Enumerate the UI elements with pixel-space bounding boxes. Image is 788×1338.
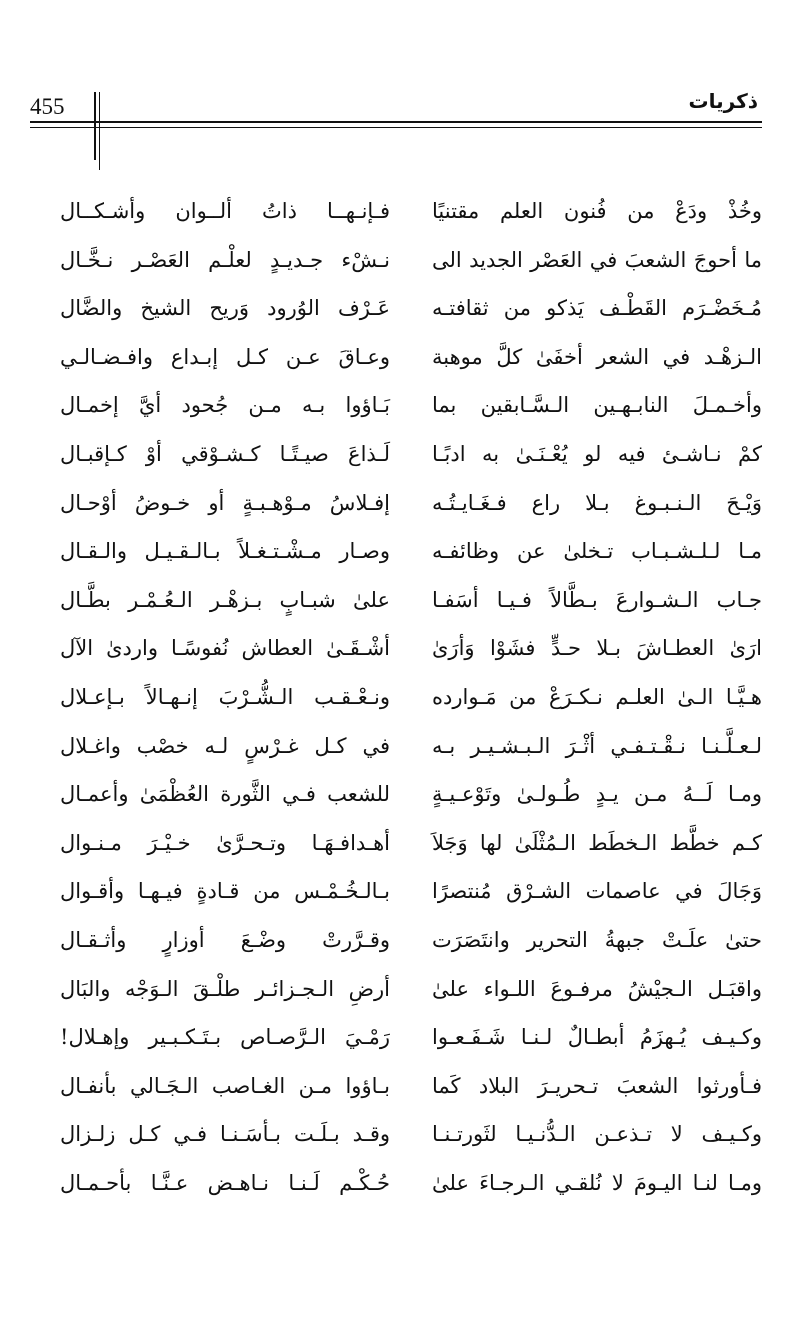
verse-second-hemistich: ونـعْـقـب الـشُّـرْبَ إنـهـالاً بـإعـلال xyxy=(60,685,390,709)
verse-line xyxy=(0,1111,788,1157)
verse-first-hemistich: ارَىٰ العطـاشَ بـلا حـدٍّ فشَوْا وَأرَىٰ xyxy=(432,636,762,661)
verse-first-hemistich: ومـا لَــهُ مـن يـدٍ طُـولـىٰ وتَوْعـيـةٍ xyxy=(432,782,762,807)
verse-line xyxy=(0,528,788,574)
header-vertical-bar-thin xyxy=(99,92,100,170)
verse-line xyxy=(0,674,788,720)
verse-line xyxy=(0,1160,788,1206)
verse-line xyxy=(0,237,788,283)
verse-first-hemistich: كـم خطَّط الـخطَط الـمُثْلَىٰ لها وَجَلاَ xyxy=(432,830,762,855)
verse-second-hemistich: علىٰ شبـابٍ بـزهْـر الـعُـمْـر بطَّـال xyxy=(60,587,390,612)
verse-second-hemistich: عَـرْف الوُرود وَريح الشيخ والضَّال xyxy=(60,296,390,321)
verse-line xyxy=(0,431,788,477)
verse-first-hemistich: وأخـمـلَ النابـهـين الـسَّـابقين بما xyxy=(432,393,762,418)
verse-second-hemistich: وقـد بـلَـت بـأسَـنـا فـي كـل زلـزال xyxy=(60,1122,390,1147)
verse-first-hemistich: فـأورثوا الشعبَ تـحريـرَ البلاد كَما xyxy=(432,1073,762,1098)
verse-first-hemistich: مـا لـلـشـبـاب تـخلىٰ عن وظائفـه xyxy=(432,539,762,564)
verse-second-hemistich: أرضِ الـجـزائـر طلْـقَ الـوَجْه والبَال xyxy=(60,976,390,1001)
verse-line xyxy=(0,480,788,526)
verse-line xyxy=(0,382,788,428)
verse-second-hemistich: أهـدافـهَـا وتـحـرَّىٰ خـيْـرَ مـنـوال xyxy=(60,830,390,855)
header-vertical-bar xyxy=(94,92,96,160)
verse-first-hemistich: مُـخَضْـرَم القَطْـف يَذكو من ثقافتـه xyxy=(432,296,762,321)
verse-second-hemistich: للشعب فـي الثَّورة العُظْمَىٰ وأعمـال xyxy=(60,782,390,807)
verse-first-hemistich: الـزهْـد في الشعر أخفَىٰ كلَّ موهبة xyxy=(432,344,762,369)
verse-second-hemistich: إفـلاسُ مـوْهـبـةٍ أو خـوضُ أوْحـال xyxy=(60,490,390,515)
verse-second-hemistich: وصـار مـشْـتـغـلاً بـالـقـيـل والـقـال xyxy=(60,539,390,564)
verse-line xyxy=(0,820,788,866)
verse-second-hemistich: لَـذاعَ صيـتًـا كـشـوْقي أوْ كـإقبـال xyxy=(60,442,390,466)
verse-first-hemistich: وَجَالَ في عاصمات الشـرْق مُنتصرًا xyxy=(432,879,762,904)
verse-line xyxy=(0,966,788,1012)
verse-first-hemistich: جـاب الـشـوارعَ بـطَّالاً فـيـا أسَفـا xyxy=(432,587,762,612)
verse-first-hemistich: ما أحوجَ الشعبَ في العَصْر الجديد الى xyxy=(432,247,762,272)
verse-first-hemistich: وخُذْ ودَعْ من فُنون العلم مقتنيًا xyxy=(432,199,762,223)
verse-line xyxy=(0,334,788,380)
verse-second-hemistich: حُـكْـم لَـنـا نـاهـض عـنَّـا بأحـمـال xyxy=(60,1171,390,1195)
verse-second-hemistich: نـشْء جـديـدٍ لعلْـم العَصْـر نـخَّـال xyxy=(60,247,390,272)
verse-first-hemistich: حتىٰ علَـتْ جبهةُ التحرير وانتَصَرَت xyxy=(432,928,762,952)
verse-first-hemistich: هـيَّـا الـىٰ العلـم نـكـرَعْ من مَـوارده xyxy=(432,685,762,709)
verse-line xyxy=(0,188,788,234)
verse-line xyxy=(0,1014,788,1060)
verse-second-hemistich: في كـل غـرْسٍ لـه خصْب واغـلال xyxy=(60,733,390,758)
page-number: 455 xyxy=(30,94,65,119)
verse-first-hemistich: وكـيـف يُـهزَمُ أبطـالٌ لـنـا شَـفَـعـوا xyxy=(432,1025,762,1050)
verse-first-hemistich: وَيْـحَ الـنـبـوغ بـلا راع فـغَـايـتُـه xyxy=(432,490,762,515)
verse-second-hemistich: وعـاقَ عـن كـل إبـداع وافـضـالـي xyxy=(60,344,390,369)
header-rule xyxy=(30,121,762,123)
verse-first-hemistich: واقبَـل الـجيْشُ مرفـوعَ اللـواء علىٰ xyxy=(432,976,762,1001)
verse-first-hemistich: ومـا لنـا اليـومَ لا نُلقـي الـرجـاءَ علىٰ xyxy=(432,1171,762,1195)
verse-second-hemistich: بـاؤوا مـن الغـاصب الـجَـالي بأنفـال xyxy=(60,1073,390,1098)
verse-line xyxy=(0,868,788,914)
verse-line xyxy=(0,577,788,623)
verse-line xyxy=(0,917,788,963)
verse-line xyxy=(0,285,788,331)
verse-line xyxy=(0,771,788,817)
verse-second-hemistich: أشْـقَـىٰ العطاش نُفوسًـا واردىٰ الآل xyxy=(60,636,390,661)
header-rule-thin xyxy=(30,127,762,128)
verse-line xyxy=(0,625,788,671)
verse-line xyxy=(0,723,788,769)
verse-line xyxy=(0,1063,788,1109)
verse-first-hemistich: لـعـلَّـنـا نـقْـتـفـي أثْـرَ الـبـشـيـر بـه xyxy=(432,733,762,758)
running-title: ذكريات xyxy=(688,89,758,113)
verse-second-hemistich: فـإنـهــا ذاتُ ألــوان وأشـكــال xyxy=(60,199,390,223)
verse-second-hemistich: رَمْـيَ الـرَّصـاص بـتَـكـبـير وإهـلال! xyxy=(60,1025,390,1050)
verse-second-hemistich: بَـاؤوا بـه مـن جُحود أيَّ إخمـال xyxy=(60,393,390,418)
verse-first-hemistich: وكـيـف لا تـذعـن الـدُّنـيـا لثَورتـنـا xyxy=(432,1122,762,1147)
verse-first-hemistich: كمْ نـاشـئ فيه لو يُعْـنَـىٰ به ادبًـا xyxy=(432,442,762,466)
verse-second-hemistich: بـالـخُـمْـس من قـادةٍ فيـهـا وأقـوال xyxy=(60,879,390,904)
verse-second-hemistich: وقـرَّرتْ وضْـعَ أوزارٍ وأثـقـال xyxy=(60,928,390,952)
page-header xyxy=(0,0,788,170)
